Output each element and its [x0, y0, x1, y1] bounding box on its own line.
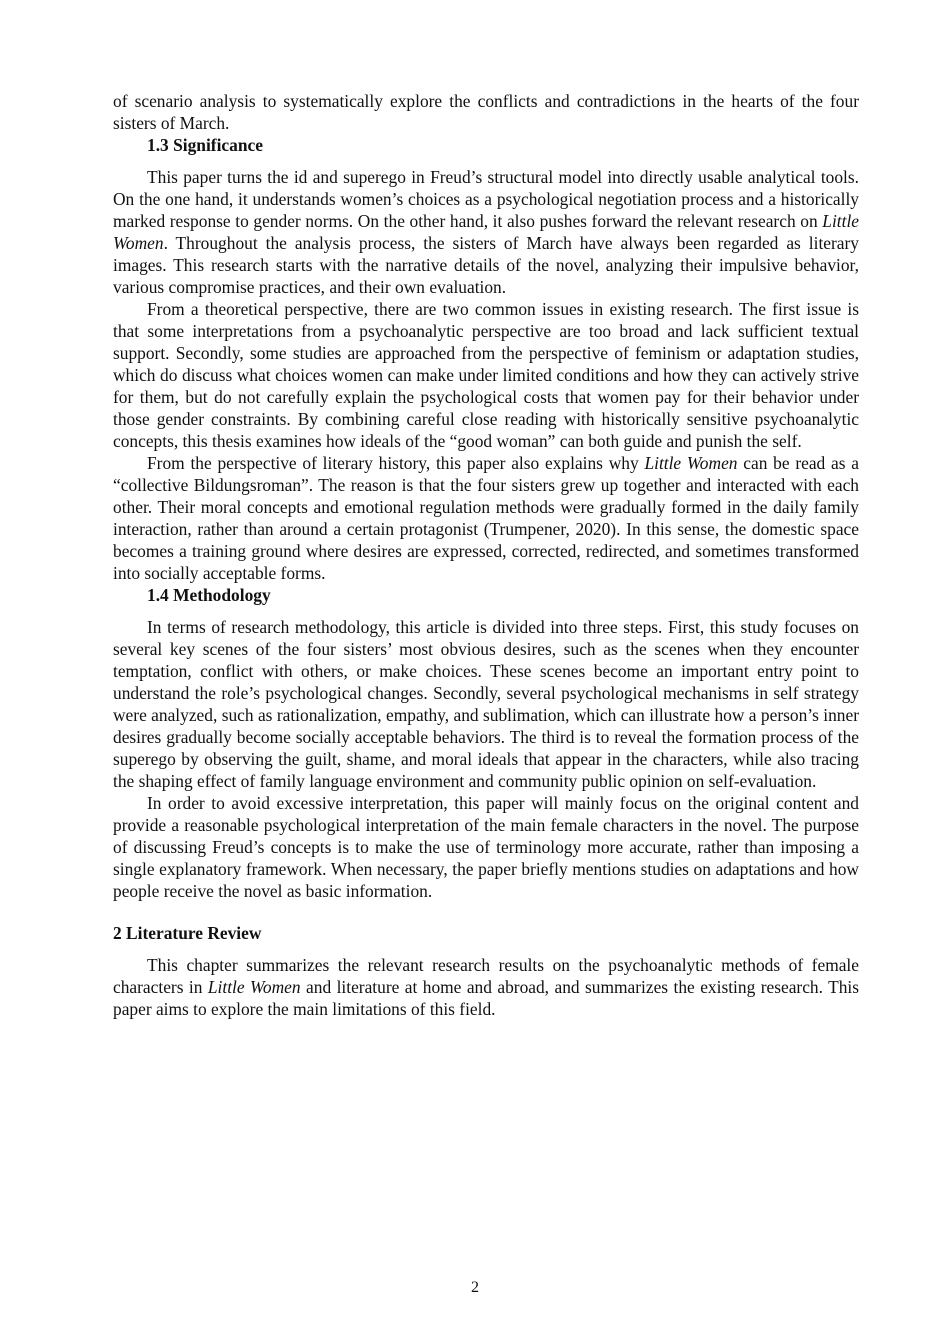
- book-title: Little Women: [207, 977, 301, 997]
- document-page: [113, 90, 859, 1020]
- book-title: Little Women: [113, 211, 859, 253]
- book-title: Little Women: [644, 453, 738, 473]
- significance-paragraph-2: From a theoretical perspective, there are two common issues in existing research. The first issue is that some interpretations from a psychoanalytic perspective are too broad and lack sufficient textual support. Secondly, some studies are approached from the perspective of feminism or adaptation studies, which do discuss what choices women can make under limited conditions and how they can actively strive for them, but do not carefully explain the psychological costs that women pay for their behavior under those gender constraints. By combining careful close reading with historically sensitive psychoanalytic concepts, this thesis examines how ideals of the “good woman” can both guide and punish the self.: [113, 299, 859, 451]
- section-heading-methodology: 1.4 Methodology: [147, 585, 271, 605]
- methodology-paragraph-2: In order to avoid excessive interpretation, this paper will mainly focus on the original content and provide a reasonable psychological interpretation of the main female characters in the novel. The purpose of discussing Freud’s concepts is to make the use of terminology more accurate, rather than imposing a single explanatory framework. When necessary, the paper briefly mentions studies on adaptations and how people receive the novel as basic information.: [113, 793, 859, 901]
- section-heading-significance: 1.3 Significance: [147, 135, 263, 155]
- chapter-heading-literature-review: 2 Literature Review: [113, 923, 262, 943]
- methodology-paragraph-1: In terms of research methodology, this article is divided into three steps. First, this study focuses on several key scenes of the four sisters’ most obvious desires, such as the scenes when they encounter temptation, conflict with others, or make choices. These scenes become an important entry point to understand the role’s psychological changes. Secondly, several psychological mechanisms in self strategy were analyzed, such as rationalization, empathy, and sublimation, which can illustrate how a person’s inner desires gradually become socially acceptable behaviors. The third is to reveal the formation process of the superego by observing the guilt, shame, and moral ideals that appear in the characters, while also tracing the shaping effect of family language environment and community public opinion on self-evaluation.: [113, 617, 859, 791]
- page-number: 2: [471, 1279, 479, 1296]
- significance-paragraph-1: This paper turns the id and superego in Freud’s structural model into directly usable analytical tools. On the one hand, it understands women’s choices as a psychological negotiation process and a historically marked response to gender norms. On the other hand, it also pushes forward the relevant research on Little Women. Throughout the analysis process, the sisters of March have always been regarded as literary images. This research starts with the narrative details of the novel, analyzing their impulsive behavior, various compromise practices, and their own evaluation.: [113, 167, 859, 297]
- continuation-paragraph: of scenario analysis to systematically explore the conflicts and contradictions in the hearts of the four sisters of March.: [113, 91, 859, 133]
- significance-paragraph-3: From the perspective of literary history, this paper also explains why Little Women can be read as a “collective Bildungsroman”. The reason is that the four sisters grew up together and interacted with each other. Their moral concepts and emotional regulation methods were gradually formed in the daily family interaction, rather than around a certain protagonist (Trumpener, 2020). In this sense, the domestic space becomes a training ground where desires are expressed, corrected, redirected, and sometimes transformed into socially acceptable forms.: [113, 453, 859, 583]
- literature-review-paragraph-1: This chapter summarizes the relevant research results on the psychoanalytic methods of female characters in Little Women and literature at home and abroad, and summarizes the existing research. This paper aims to explore the main limitations of this field.: [113, 955, 860, 1019]
